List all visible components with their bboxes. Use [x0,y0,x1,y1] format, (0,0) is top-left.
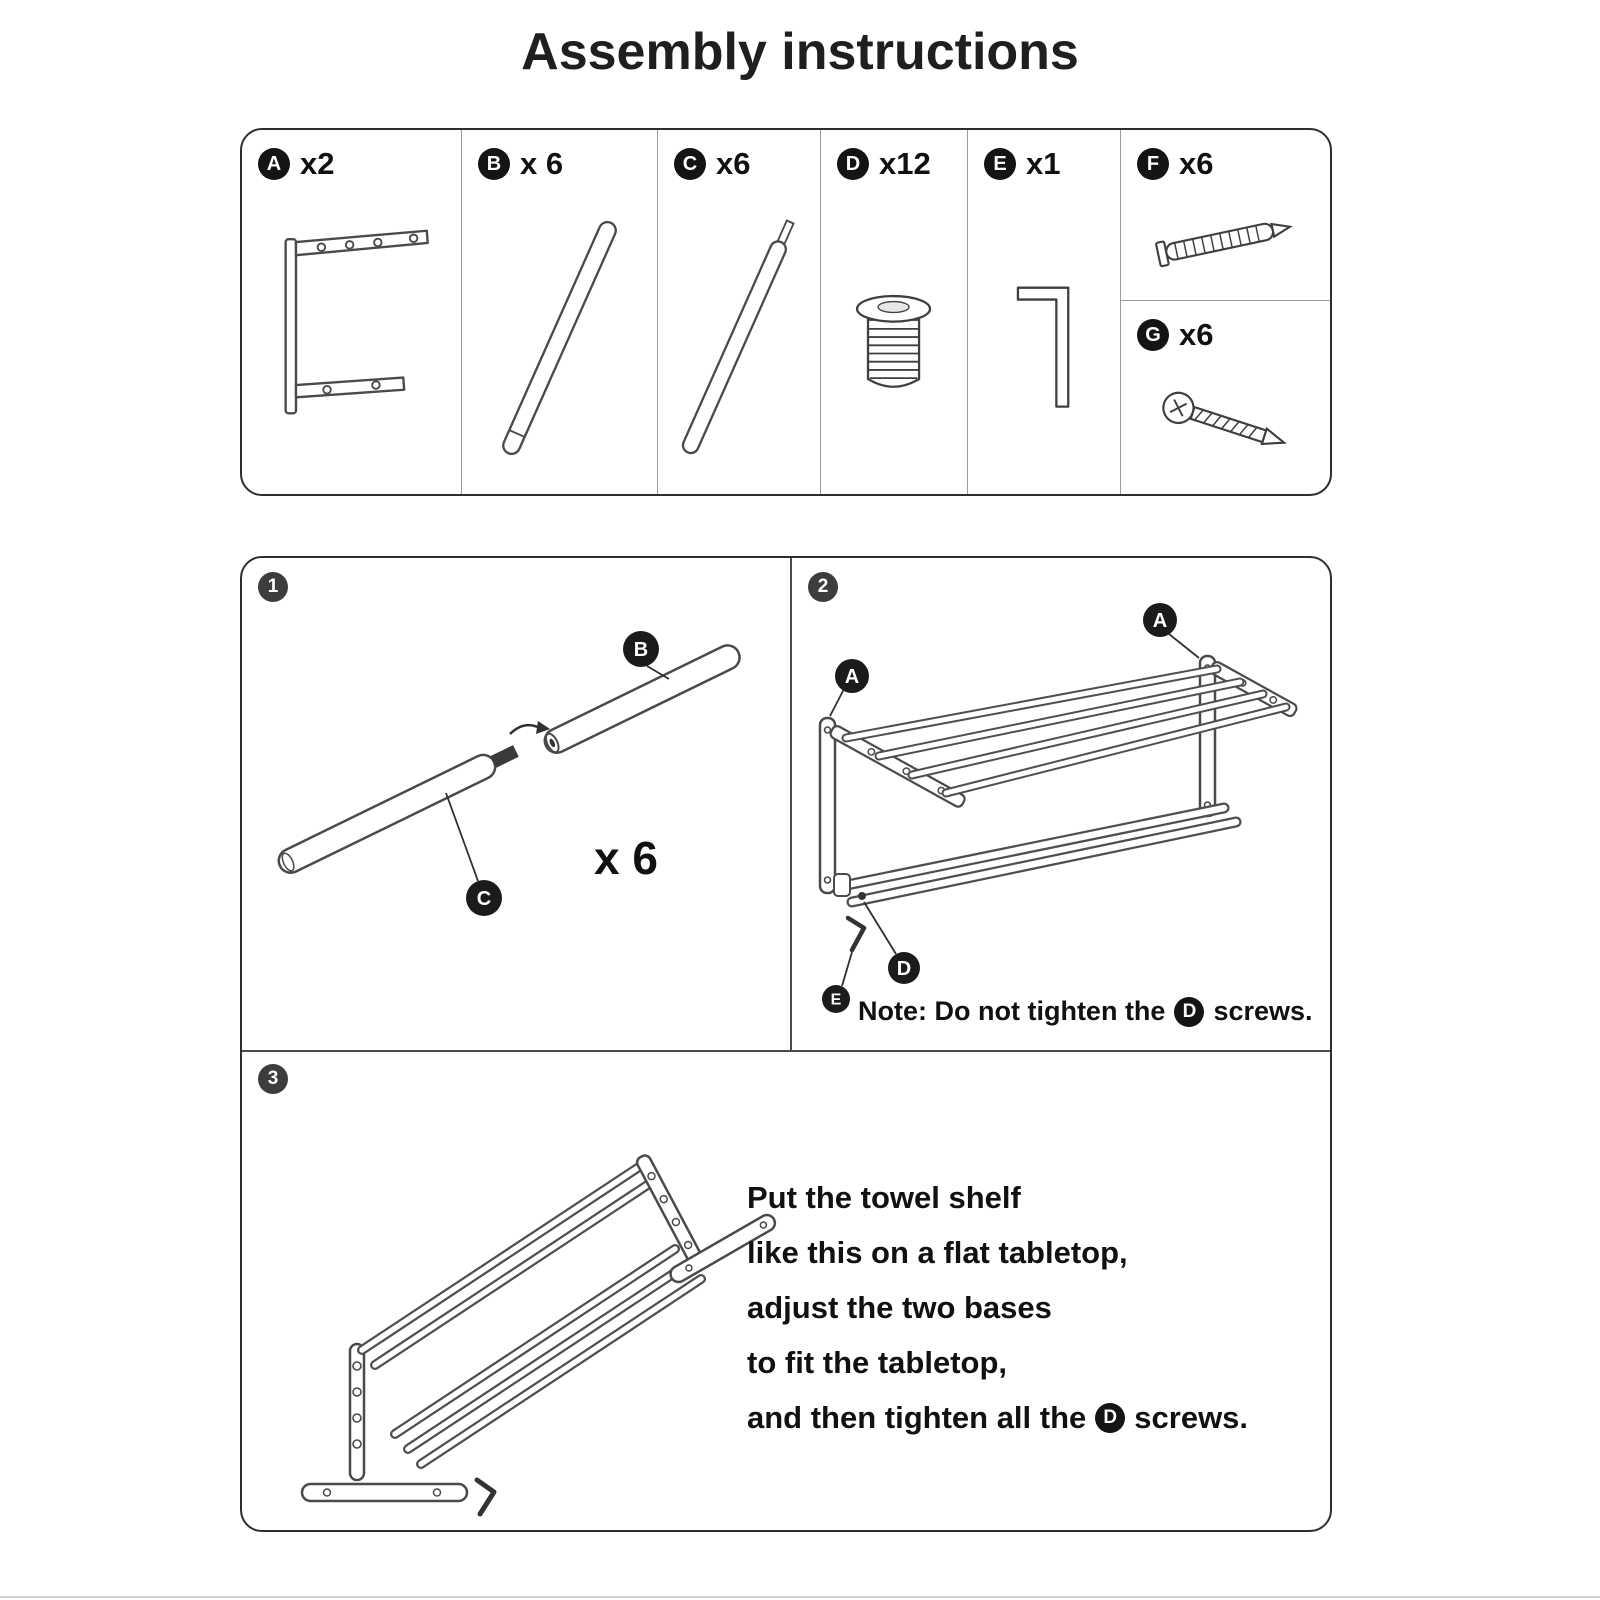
part-d-header [821,130,967,182]
note-d-badge: D [1174,997,1204,1027]
hex-key-in-use-icon [848,918,864,950]
parts-list [240,128,1332,496]
part-d-badge: D [837,148,869,180]
part-g-drawing-mounting-screw [1121,353,1330,494]
note-suffix: screws. [1213,996,1313,1026]
step-2-panel [792,558,1332,1049]
part-f-header [1121,130,1330,182]
part-f-badge: F [1137,148,1169,180]
callout-c-badge [446,793,502,916]
instruction-line-1: Put the towel shelf [747,1180,1021,1215]
part-a-drawing-wall-bracket [242,182,461,494]
steps-panel [240,556,1332,1532]
page-title: Assembly instructions [521,23,1079,81]
tube-with-pin-icon [664,188,814,488]
step-1-number-badge: 1 [258,572,288,602]
instruction-line-5 [747,1390,1248,1445]
part-a-qty: x2 [300,146,335,181]
part-b-header [462,130,657,182]
svg-text:A: A [844,666,860,688]
part-g-qty: x6 [1179,317,1214,352]
part-b-badge: B [478,148,510,180]
callout-e-badge [822,952,852,1013]
step-3-number-badge: 3 [258,1064,288,1094]
part-e-drawing-hex-key [968,182,1120,494]
wall-anchor-icon [1127,188,1324,294]
svg-text:B: B [633,639,649,661]
final-line-prefix: and then tighten all the [747,1400,1087,1435]
part-b-drawing-tube [462,182,657,494]
part-cell-g [1121,301,1330,494]
part-d-qty: x12 [879,146,931,181]
step-2-note [858,996,1313,1027]
part-g-badge: G [1137,319,1169,351]
svg-text:A: A [1152,610,1168,632]
svg-text:D: D [896,958,912,980]
bottom-divider [0,1596,1600,1598]
instruction-line-3: adjust the two bases [747,1290,1052,1325]
part-f-drawing-wall-anchor [1121,182,1330,300]
part-c-header [658,130,820,182]
step-1-drawing-tube-assembly [242,558,790,1049]
step-2-drawing-mounted-shelf [792,558,1332,1049]
part-e-header [968,130,1120,182]
step-2-number-badge: 2 [808,572,838,602]
mounting-screw-icon [1127,359,1324,488]
part-cell-a [242,130,462,494]
part-e-qty: x1 [1026,146,1061,181]
part-f-qty: x6 [1179,146,1214,181]
part-b-qty: x 6 [520,146,564,181]
callout-d-badge [864,902,920,984]
note-prefix: Note: Do not tighten the [858,996,1166,1026]
part-d-drawing-screw [821,182,967,494]
part-cell-e [968,130,1121,494]
svg-text:C: C [476,888,492,910]
part-cell-d [821,130,968,494]
part-c-qty: x6 [716,146,751,181]
final-line-d-badge: D [1095,1403,1125,1433]
callout-b-badge [623,631,669,679]
hex-key-icon [974,188,1114,488]
callout-a-right-badge [1143,603,1199,658]
part-cell-f [1121,130,1330,301]
part-cell-b [462,130,658,494]
part-g-header [1121,301,1330,353]
instruction-line-2: like this on a flat tabletop, [747,1235,1128,1270]
part-a-badge: A [258,148,290,180]
final-line-suffix: screws. [1134,1400,1249,1435]
hex-key-on-table-icon [477,1480,494,1514]
part-cell-c [658,130,821,494]
step-1-multiplier: x 6 [594,832,658,884]
instruction-line-4: to fit the tabletop, [747,1345,1008,1380]
part-e-badge: E [984,148,1016,180]
part-c-badge: C [674,148,706,180]
wall-bracket-icon [248,188,455,488]
svg-text:E: E [830,991,842,1009]
step-3-instructions [747,1170,1248,1445]
part-cell-fg [1121,130,1330,494]
tube-icon [468,188,651,488]
callout-a-left-badge [830,659,869,716]
part-c-drawing-tube-with-pin [658,182,820,494]
set-screw-icon [827,188,961,488]
step-3-panel [242,1052,1329,1529]
part-a-header [242,130,461,182]
step-1-panel [242,558,790,1049]
